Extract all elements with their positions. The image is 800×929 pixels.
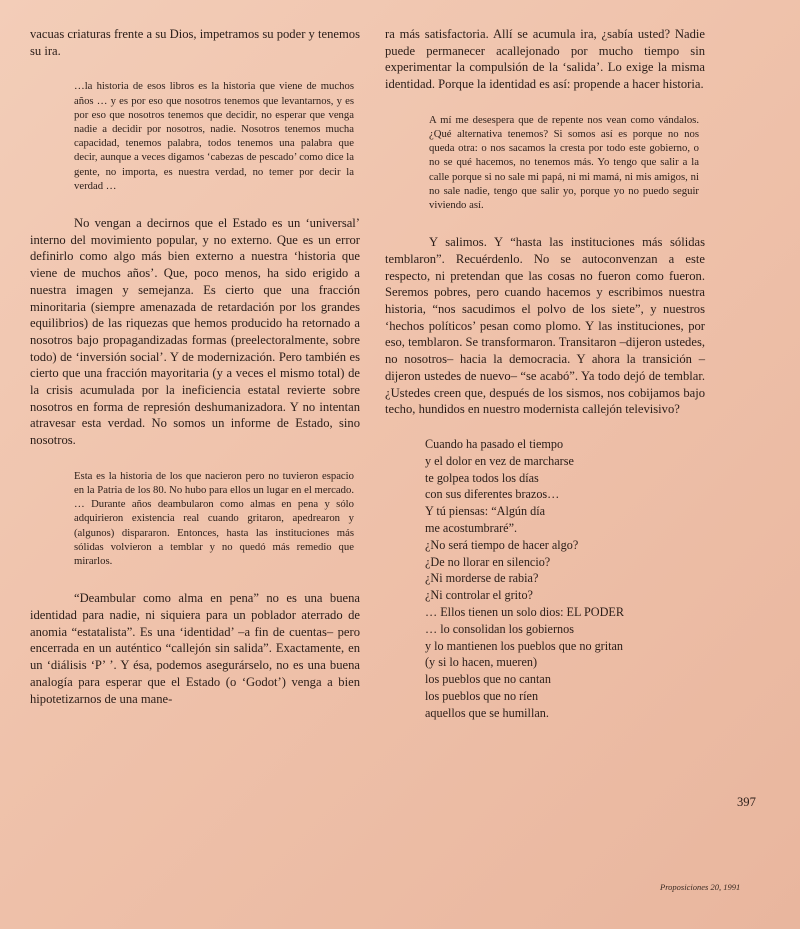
poem-line: … Ellos tienen un solo dios: EL PODER <box>425 604 624 619</box>
poem-line: ¿De no llorar en silencio? <box>425 554 551 569</box>
poem-line: Cuando ha pasado el tiempo <box>425 436 564 451</box>
paragraph: Y salimos. Y “hasta las instituciones más sólidas temblaron”. Recuérdenlo. No se autoconvenzan a este respecto, ni pretendan que las cosas no fueron como fueron. Seremos pobres, pero cuando hacemos y escribimos nuestra historia, “nos sacudimos el polvo de los siete”, y nuestros ‘hechos políticos’ pesan como plomo. Y las instituciones, por eso, temblaron. Se transformaron. Transitaron –dijeron ustedes, no nosotros– hacia la democracia. Y ahora la transición –dijeron ustedes de nuevo– “se acabó”. Ya todo dejó de temblar. ¿Ustedes creen que, después de los sismos, nos cobijamos bajo techo, hundidos en nuestro modernista callejón televisivo? <box>385 235 705 417</box>
poem-line: los pueblos que no ríen <box>425 688 539 703</box>
paragraph: No vengan a decirnos que el Estado es un ‘universal’ interno del movimiento popular, y no externo. Que es un error definirlo como algo más bien externo a nuestra ‘historia que viene de muchos años’. Que, poco menos, ha sido erigido a nuestra imagen y semejanza. Es cierto que una fracción minoritaria (siempre amenazada de retardación por los grandes equilibrios) de las riquezas que hemos producido ha retornado a nosotros bajo propagandizadas formas (preelectoralmente, sobre todo) de ‘inversión social’. Y de modernización. Pero también es cierto que una fracción mayoritaria (y a veces el mismo total) de la crisis acumulada por la ineficiencia estatal revierte sobre nosotros en forma de represión deshumanizadora. Y no intentan atravesar esta verdad. No somos un informe de Estado, sino nosotros. <box>30 216 360 448</box>
poem-line: Y tú piensas: “Algún día <box>425 504 546 519</box>
block-quote: A mí me desespera que de repente nos vean como vándalos. ¿Qué alternativa tenemos? Si somos así es porque no nos queda otra: o nos sacamos la cresta por todo este gobierno, o no se qué hacemos, no tenemos más. Yo tengo que salir a la calle porque si no sale mi papá, ni mi mamá, ni mis amigos, ni no sale nadie, tengo que salir yo, porque yo no puedo seguir viviendo así. <box>429 113 699 212</box>
poem-line: te golpea todos los días <box>425 470 539 485</box>
poem-line: los pueblos que no cantan <box>425 672 551 687</box>
poem-line: y lo mantienen los pueblos que no gritan <box>425 638 624 653</box>
right-column <box>385 26 705 722</box>
poem-line: me acostumbraré”. <box>425 520 518 535</box>
journal-footer: Proposiciones 20, 1991 <box>660 882 741 892</box>
block-quote: …la historia de esos libros es la historia que viene de muchos años … y es por eso que nosotros tenemos que levantarnos, y es por eso que nosotros tenemos que decidir, no esperar que venga nadie a decidir por nosotros, nadie. Nosotros tenemos mucha capacidad, tenemos palabra, todos tenemos una palabra que decir, aunque a veces digamos ‘cabezas de pescado’ como dice la gente, no importa, es nuestra verdad, no temer por decir la verdad … <box>74 80 354 192</box>
poem-line: (y si lo hacen, mueren) <box>425 655 538 670</box>
poem-line: ¿Ni controlar el grito? <box>425 588 533 603</box>
page-number: 397 <box>737 795 756 809</box>
poem-line: ¿Ni morderse de rabia? <box>425 571 539 586</box>
paragraph: “Deambular como alma en pena” no es una buena identidad para nadie, ni siquiera para un poblador aterrado de anomia “estatalista”. Es una ‘identidad’ –a fin de cuentas– pero encerrada en un auténtico “callejón sin salida”. Exactamente, en un ‘diálisis ‘P’ ’. Y ésa, podemos asegurárselo, no es una buena analogía para esperar que el Estado (o ‘Godot’) venga a bien hipotetizarnos de una mane- <box>30 591 360 706</box>
poem-line: … lo consolidan los gobiernos <box>425 621 574 636</box>
paragraph: ra más satisfactoria. Allí se acumula ira, ¿sabía usted? Nadie puede permanecer acallejonado por mucho tiempo sin experimentar la compulsión de la ‘salida’. Lo exige la misma identidad. Porque la identidad es así: propende a hacer historia. <box>385 27 705 92</box>
paragraph: vacuas criaturas frente a su Dios, impetramos su poder y tenemos su ira. <box>30 27 360 58</box>
poem-line: y el dolor en vez de marcharse <box>425 453 574 468</box>
block-quote: Esta es la historia de los que nacieron pero no tuvieron espacio en la Patria de los 80. No hubo para ellos un lugar en el mercado. … Durante años deambularon como almas en pena y sólo adquirieron existencia real cuando gritaron, apedrearon y (algunos) dispararon. Entonces, hasta las instituciones más sólidas volvieron a temblar y no quedó más remedio que mirarlos. <box>74 469 354 568</box>
poem-line: ¿No será tiempo de hacer algo? <box>425 537 579 552</box>
poem-line: con sus diferentes brazos… <box>425 487 560 502</box>
poem <box>425 436 705 722</box>
poem-line: aquellos que se humillan. <box>425 705 549 720</box>
left-column <box>30 26 360 707</box>
